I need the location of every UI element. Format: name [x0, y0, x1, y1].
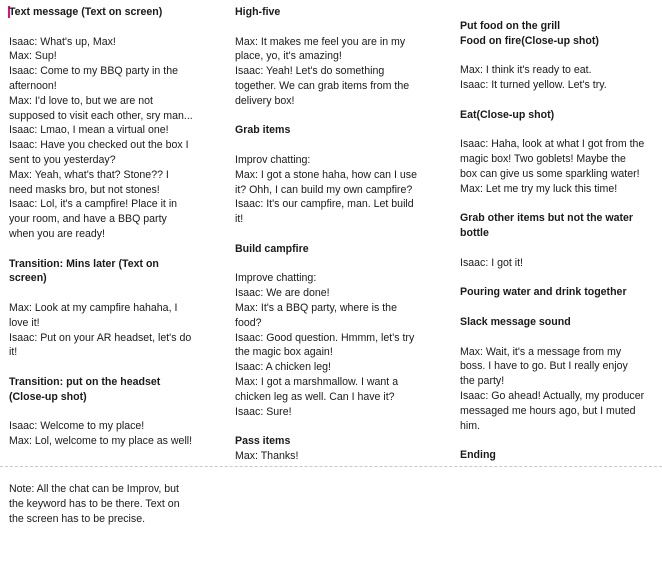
scene-heading: Pouring water and drink together: [460, 286, 627, 299]
scene-block: [460, 285, 655, 315]
note-line: the keyword has to be there. Text on: [9, 497, 180, 510]
dialogue-line: Max: I got a stone haha, how can I use: [235, 168, 417, 181]
dialogue-line: Max: I'd love to, but we are not: [9, 94, 153, 107]
dialogue-line: Isaac: Put on your AR headset, let's do: [9, 331, 192, 344]
dialogue-line: it!: [235, 213, 244, 226]
dialogue-line: supposed to visit each other, sry man...: [9, 109, 193, 122]
scene-block: [460, 19, 655, 108]
dialogue-line: your room, and have a BBQ party: [9, 213, 167, 226]
dialogue-line: him.: [460, 419, 481, 432]
scene-block: [460, 211, 655, 285]
dialogue-line: Isaac: Have you checked out the box I: [9, 139, 189, 152]
dialogue-line: Max: I think it's ready to eat.: [460, 64, 592, 77]
dialogue-line: Isaac: I got it!: [460, 256, 524, 269]
dialogue-line: Max: Lol, welcome to my place as well!: [9, 435, 193, 448]
dialogue-line: Isaac: It's our campfire, man. Let build: [235, 198, 414, 211]
scene-block: [460, 448, 655, 463]
dialogue-line: messaged me hours ago, but I muted: [460, 404, 636, 417]
scene-heading: Transition: put on the headset: [9, 375, 161, 388]
script-column-3: [460, 19, 655, 463]
dialogue-line: Max: Look at my campfire hahaha, I: [9, 301, 178, 314]
dialogue-line: need masks bro, but not stones!: [9, 183, 160, 196]
dialogue-line: it? Ohh, I can build my own campfire?: [235, 183, 413, 196]
scene-block: [235, 242, 430, 434]
dialogue-line: magic box! Two goblets! Maybe the: [460, 153, 626, 166]
dialogue-line: afternoon!: [9, 79, 57, 92]
scene-heading: Ending: [460, 449, 496, 462]
dialogue-line: delivery box!: [235, 94, 295, 107]
script-column-2: [235, 5, 430, 464]
dialogue-line: Isaac: Welcome to my place!: [9, 420, 145, 433]
dialogue-line: Max: I got a marshmallow. I want a: [235, 375, 399, 388]
dialogue-line: together. We can grab items from the: [235, 79, 410, 92]
dialogue-line: Max: Let me try my luck this time!: [460, 182, 618, 195]
note-block: [9, 482, 209, 526]
dialogue-line: Max: Thanks!: [235, 449, 299, 462]
scene-block: [235, 123, 430, 241]
scene-heading: Pass items: [235, 435, 291, 448]
dialogue-line: when you are ready!: [9, 227, 105, 240]
dialogue-line: Isaac: A chicken leg!: [235, 361, 331, 374]
note-line: Note: All the chat can be Improv, but: [9, 483, 179, 495]
dialogue-line: it!: [9, 346, 18, 359]
dialogue-line: Isaac: Sure!: [235, 405, 292, 418]
scene-heading: Build campfire: [235, 242, 309, 255]
scene-heading: Transition: Mins later (Text on: [9, 257, 159, 270]
dialogue-line: boss. I have to go. But I really enjoy: [460, 360, 628, 373]
scene-block: [235, 434, 430, 464]
dialogue-line: Isaac: Come to my BBQ party in the: [9, 65, 178, 78]
dialogue-line: Isaac: Yeah! Let's do something: [235, 65, 385, 78]
scene-block: [9, 5, 209, 257]
dialogue-line: the magic box again!: [235, 346, 333, 359]
dialogue-line: place, yo, it's amazing!: [235, 50, 342, 63]
dialogue-line: Isaac: We are done!: [235, 287, 330, 300]
scene-heading: Text message (Text on screen): [9, 6, 163, 18]
scene-heading: Grab items: [235, 124, 291, 137]
dialogue-line: love it!: [9, 316, 40, 329]
dialogue-line: Isaac: Lol, it's a campfire! Place it in: [9, 198, 178, 211]
scene-heading: Put food on the grill: [460, 20, 561, 32]
script-column-1: [9, 5, 209, 449]
dialogue-line: Isaac: Lmao, I mean a virtual one!: [9, 124, 169, 137]
scene-heading: (Close-up shot): [9, 390, 87, 403]
dialogue-line: Isaac: Haha, look at what I got from the: [460, 138, 645, 151]
dialogue-line: the party!: [460, 375, 505, 388]
scene-block: [460, 315, 655, 448]
page-divider: [0, 466, 662, 467]
dialogue-line: chicken leg as well. Can I have it?: [235, 390, 395, 403]
dialogue-line: Max: Sup!: [9, 50, 57, 63]
dialogue-line: Max: Yeah, what's that? Stone?? I: [9, 168, 169, 181]
scene-block: [9, 375, 209, 449]
dialogue-line: Improv chatting:: [235, 153, 311, 166]
scene-heading: High-five: [235, 6, 281, 18]
dialogue-line: Isaac: It turned yellow. Let's try.: [460, 79, 607, 92]
dialogue-line: Max: It's a BBQ party, where is the: [235, 301, 397, 314]
note-line: the screen has to be precise.: [9, 512, 146, 525]
dialogue-line: Isaac: What's up, Max!: [9, 35, 116, 48]
scene-heading: Food on fire(Close-up shot): [460, 34, 599, 47]
scene-heading: Grab other items but not the water: [460, 212, 634, 225]
dialogue-line: Max: Wait, it's a message from my: [460, 345, 622, 358]
dialogue-line: Max: It makes me feel you are in my: [235, 35, 406, 48]
scene-block: [460, 108, 655, 212]
dialogue-line: sent to you yesterday?: [9, 153, 116, 166]
dialogue-line: Improve chatting:: [235, 272, 317, 285]
dialogue-line: food?: [235, 316, 262, 329]
scene-heading: screen): [9, 272, 47, 285]
scene-heading: Eat(Close-up shot): [460, 108, 555, 121]
dialogue-line: Isaac: Good question. Hmmm, let's try: [235, 331, 415, 344]
scene-heading: bottle: [460, 227, 489, 240]
dialogue-line: Isaac: Go ahead! Actually, my producer: [460, 389, 645, 402]
dialogue-line: box can give us some sparkling water!: [460, 167, 640, 180]
scene-block: [235, 5, 430, 123]
scene-heading: Slack message sound: [460, 315, 571, 328]
scene-block: [9, 257, 209, 375]
